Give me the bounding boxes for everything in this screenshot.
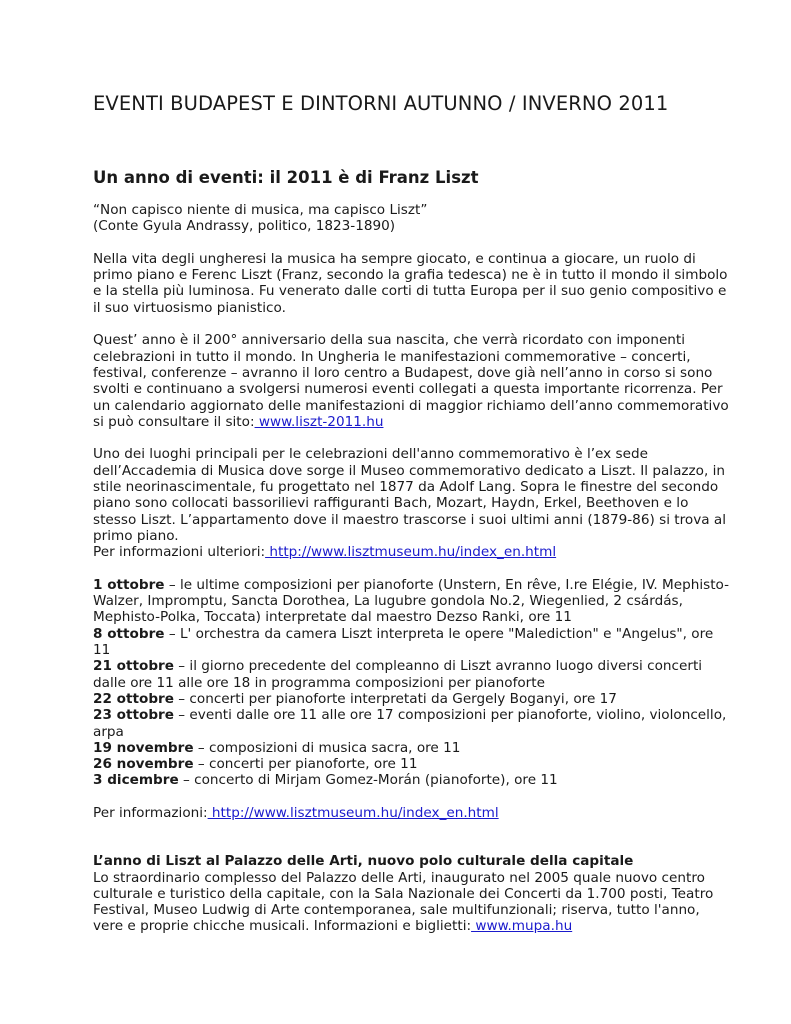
events-list — [93, 577, 731, 789]
event-item — [93, 691, 731, 707]
event-date: 21 ottobre — [93, 658, 174, 675]
paragraph-palazzo — [93, 870, 731, 935]
event-item — [93, 707, 731, 740]
page-title: EVENTI BUDAPEST E DINTORNI AUTUNNO / INVERNO 2011 — [93, 92, 669, 115]
paragraph-intro: Nella vita degli ungheresi la musica ha sempre giocato, e continua a giocare, un ruolo di primo piano e Ferenc Liszt (Franz, secondo la grafia tedesca) ne è in tutto il mondo il simbolo e la stella più luminosa. Fu venerato dalle corti di tutta Europa per il suo genio compositivo e il suo virtuosismo pianistico. — [93, 250, 728, 316]
event-date: 8 ottobre — [93, 625, 165, 642]
event-date: 1 ottobre — [93, 576, 165, 593]
paragraph-anniversary-text: Quest’ anno è il 200° anniversario della sua nascita, che verrà ricordato con imponenti celebrazioni in tutto il mondo. In Ungheria le manifestazioni commemorative – concerti, festival, conferenze – avranno il loro centro a Budapest, dove già nell’anno in corso si sono svolti e continuano a svolgersi numerosi eventi collegati a questa importante ricorrenza. Per un calendario aggiornato delle manifestazioni di maggior richiamo dell’anno commemorativo si può consultare il sito: — [93, 332, 729, 430]
museum-info-line — [93, 544, 731, 560]
events-info-line — [93, 805, 731, 821]
lisztmuseum-link[interactable]: http://www.lisztmuseum.hu/index_en.html — [265, 544, 557, 561]
quote-attribution: (Conte Gyula Andrassy, politico, 1823-1890) — [93, 218, 396, 235]
section1-heading: Un anno di eventi: il 2011 è di Franz Liszt — [93, 168, 479, 187]
event-text: – concerti per pianoforte, ore 11 — [193, 756, 418, 773]
liszt-2011-link[interactable]: www.liszt-2011.hu — [254, 413, 384, 430]
paragraph-palazzo-text: Lo straordinario complesso del Palazzo delle Arti, inaugurato nel 2005 quale nuovo centro culturale e turistico della capitale, con la Sala Nazionale dei Concerti da 1.700 posti, Teatro Festival, Museo Ludwig di Arte contemporanea, sale multifunzionali; riserva, tutto l'anno, vere e proprie chicche musicali. Informazioni e biglietti: — [93, 869, 714, 935]
event-text: – concerti per pianoforte interpretati da Gergely Boganyi, ore 17 — [173, 690, 617, 707]
event-date: 23 ottobre — [93, 707, 174, 724]
event-date: 19 novembre — [93, 739, 194, 756]
paragraph-anniversary — [93, 332, 731, 430]
event-text: – L' orchestra da camera Liszt interpreta le opere "Malediction" e "Angelus", ore 11 — [93, 625, 714, 659]
quote-line: “Non capisco niente di musica, ma capisco Liszt” — [93, 202, 428, 218]
event-item — [93, 772, 731, 788]
event-item — [93, 626, 731, 659]
event-date: 3 dicembre — [93, 772, 179, 789]
event-date: 26 novembre — [93, 756, 194, 773]
event-item — [93, 756, 731, 772]
mupa-link[interactable]: www.mupa.hu — [471, 918, 573, 935]
event-date: 22 ottobre — [93, 690, 174, 707]
events-lisztmuseum-link[interactable]: http://www.lisztmuseum.hu/index_en.html — [207, 804, 499, 821]
event-item — [93, 740, 731, 756]
events-info-label: Per informazioni: — [93, 804, 208, 821]
museum-info-label: Per informazioni ulteriori: — [93, 544, 266, 561]
event-text: – eventi dalle ore 11 alle ore 17 composizioni per pianoforte, violino, violoncello, arpa — [93, 707, 727, 740]
event-text: – le ultime composizioni per pianoforte (Unstern, En rêve, I.re Elégie, IV. Mephisto-Walzer, Impromptu, Sancta Dorothea, La lugubre gondola No.2, Wiegenlied, 2 csárdás, Mephisto-Polka, Toccata) interpretate dal maestro Dezso Ranki, ore 11 — [93, 576, 730, 626]
event-text: – composizioni di musica sacra, ore 11 — [193, 739, 461, 756]
section2-heading: L’anno di Liszt al Palazzo delle Arti, nuovo polo culturale della capitale — [93, 853, 634, 870]
paragraph-museum: Uno dei luoghi principali per le celebrazioni dell'anno commemorativo è l’ex sede dell’Accademia di Musica dove sorge il Museo commemorativo dedicato a Liszt. Il palazzo, in stile neorinascimentale, fu progettato nel 1877 da Adolf Lang. Sopra le finestre del secondo piano sono collocati bassorilievi raffiguranti Bach, Mozart, Haydn, Erkel, Beethoven e lo stesso Liszt. L’appartamento dove il maestro trascorse i suoi ultimi anni (1879-86) si trova al primo piano. — [93, 446, 727, 544]
event-text: – il giorno precedente del compleanno di Liszt avranno luogo diversi concerti dalle ore 11 alle ore 18 in programma composizioni per pianoforte — [93, 658, 703, 691]
event-text: – concerto di Mirjam Gomez-Morán (pianoforte), ore 11 — [178, 772, 558, 789]
event-item — [93, 577, 731, 626]
event-item — [93, 658, 731, 691]
